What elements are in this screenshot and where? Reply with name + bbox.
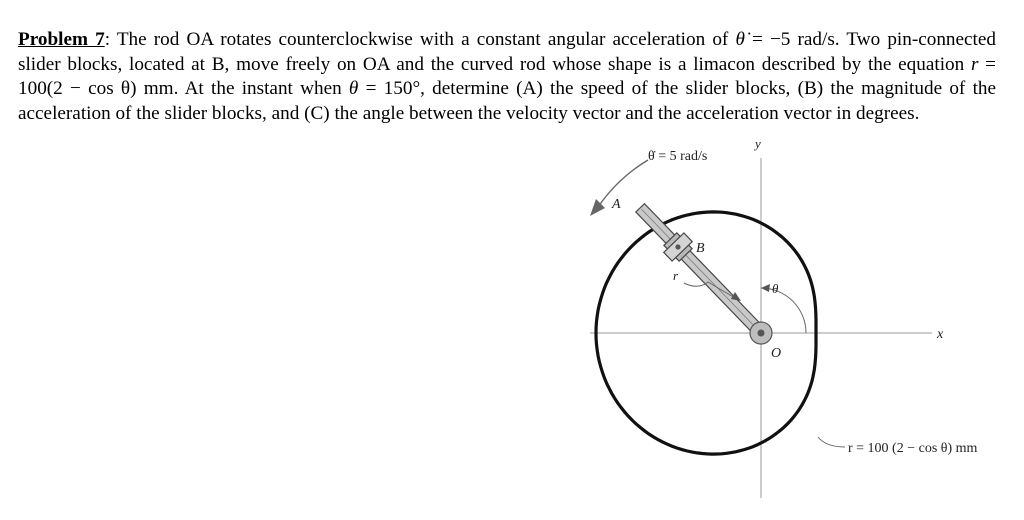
problem-text-part-2: = −5 rad/s. Two pin-connected slider blocks, located at B, move freely on OA and the curved rod whose shape is a limacon described by the equation [18, 29, 996, 75]
label-b: B [696, 241, 705, 256]
label-theta: θ [772, 281, 779, 296]
label-y: y [755, 136, 761, 151]
theta-symbol: θ [348, 78, 359, 100]
curve-equation-label: r = 100 (2 − cos θ) mm [848, 441, 978, 456]
rod-oa [636, 204, 768, 340]
instant-value: = 150° [358, 78, 421, 100]
problem-heading: Problem 7 [18, 29, 105, 50]
label-r: r [673, 268, 679, 283]
rotation-arrow [598, 160, 648, 207]
theta-dot-label: θ̇ = 5 rad/s [648, 149, 708, 164]
r-symbol: r [970, 53, 979, 75]
limacon-equation: = 100(2 − cos θ) mm [18, 53, 997, 100]
label-a: A [612, 197, 621, 212]
label-o: O [771, 346, 782, 361]
theta-dot-symbol: θ̇ [735, 29, 745, 50]
pivot-o-pin [758, 330, 765, 337]
label-x: x [937, 327, 944, 342]
problem-text-part-1: : The rod OA rotates counterclockwise with a constant angular acceleration of [104, 29, 736, 50]
problem-text-part-3: . At the instant when [173, 78, 349, 100]
problem-text-part-4: , determine (A) the speed of the slider blocks, (B) the magnitude of the acceleration of the slider blocks, and (C) the angle between the velocity vector and the acceleration vector in degrees. [18, 78, 997, 124]
curve-label-leader [818, 437, 845, 447]
theta-arrowhead-icon [761, 284, 770, 292]
